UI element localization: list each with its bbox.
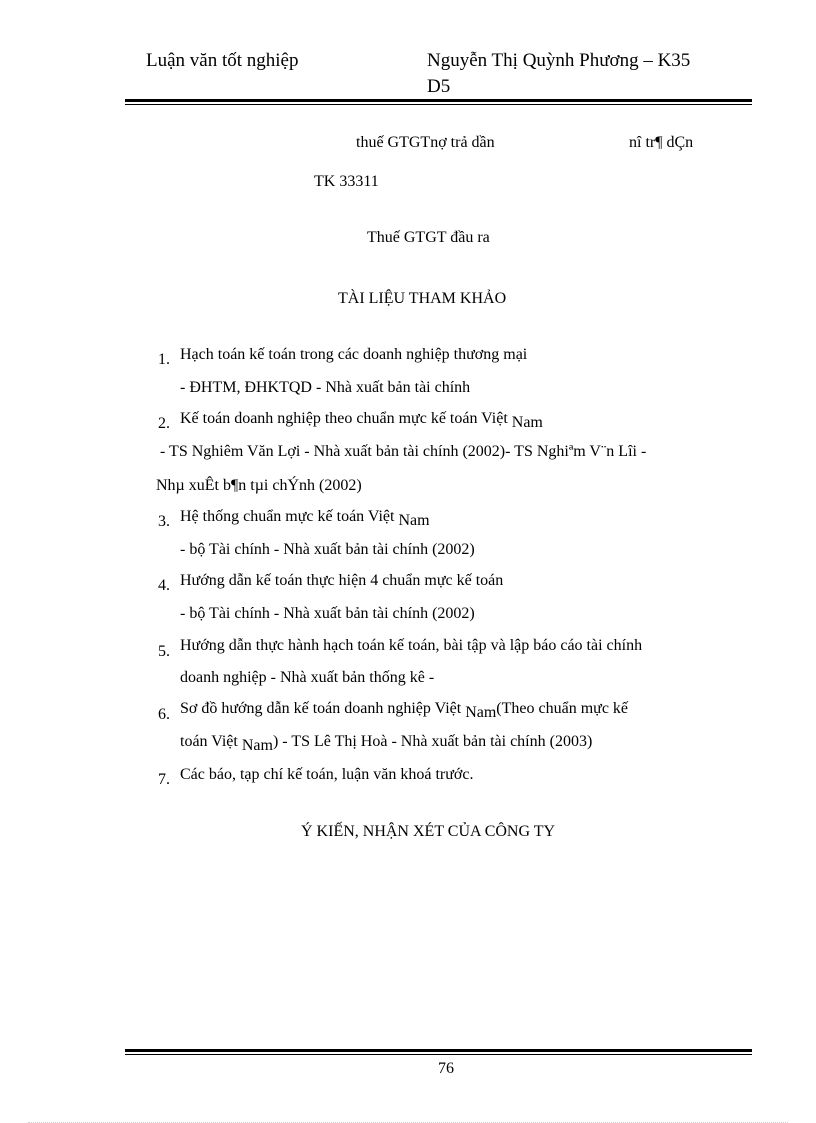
reference-source: - ĐHTM, ĐHKTQD - Nhà xuất bản tài chính bbox=[180, 379, 471, 396]
reference-title: Sơ đồ hướng dẫn kế toán doanh nghiệp Việt Nam(Theo chuẩn mực kế bbox=[180, 700, 629, 721]
reference-number: 6. bbox=[158, 706, 170, 723]
header-right-cont: D5 bbox=[427, 76, 451, 97]
reference-number: 1. bbox=[158, 351, 170, 368]
reference-title: Kế toán doanh nghiệp theo chuẩn mực kế toán Việt Nam bbox=[180, 410, 543, 431]
reference-source: - bộ Tài chính - Nhà xuất bản tài chính (2002) bbox=[180, 541, 475, 558]
reference-number: 4. bbox=[158, 577, 170, 594]
reference-title: Hệ thống chuẩn mực kế toán Việt Nam bbox=[180, 508, 430, 529]
reference-number: 3. bbox=[158, 513, 170, 530]
page-number: 76 bbox=[438, 1060, 454, 1077]
reference-source: doanh nghiệp - Nhà xuất bản thống kê - bbox=[180, 669, 435, 686]
reference-number: 7. bbox=[158, 771, 170, 788]
company-opinion-title: Ý KIẾN, NHẬN XÉT CỦA CÔNG TY bbox=[301, 823, 556, 840]
header-left: Luận văn tốt nghiệp bbox=[146, 50, 299, 71]
reference-title: Các báo, tạp chí kế toán, luận văn khoá trước. bbox=[180, 766, 474, 783]
reference-source-legacy: Nhµ xuÊt b¶n tµi chÝnh (2002) bbox=[156, 477, 362, 494]
diagram-label-debt-legacy: nî tr¶ dÇn bbox=[629, 134, 694, 151]
diagram-account-code: TK 33311 bbox=[314, 173, 379, 190]
diagram-label-output-vat: Thuế GTGT đầu ra bbox=[367, 229, 490, 246]
header-right: Nguyễn Thị Quỳnh Phương – K35 bbox=[427, 50, 691, 71]
reference-source: - bộ Tài chính - Nhà xuất bản tài chính (2002) bbox=[180, 605, 475, 622]
reference-title: Hướng dẫn kế toán thực hiện 4 chuẩn mực kế toán bbox=[180, 572, 504, 589]
reference-title: Hướng dẫn thực hành hạch toán kế toán, bài tập và lập báo cáo tài chính bbox=[180, 637, 643, 654]
footer-rule bbox=[125, 1049, 752, 1055]
reference-source: toán Việt Nam) - TS Lê Thị Hoà - Nhà xuất bản tài chính (2003) bbox=[180, 733, 593, 754]
header-rule bbox=[125, 99, 752, 105]
reference-number: 2. bbox=[158, 415, 170, 432]
diagram-label-tax-debt: thuế GTGTnợ trả dần bbox=[356, 134, 495, 151]
reference-number: 5. bbox=[158, 643, 170, 660]
reference-title: Hạch toán kế toán trong các doanh nghiệp thương mại bbox=[180, 346, 528, 363]
reference-source: - TS Nghiêm Văn Lợi - Nhà xuất bản tài chính (2002)- TS Nghiªm V¨n Lîi - bbox=[160, 443, 647, 460]
references-title: TÀI LIỆU THAM KHẢO bbox=[338, 290, 507, 307]
